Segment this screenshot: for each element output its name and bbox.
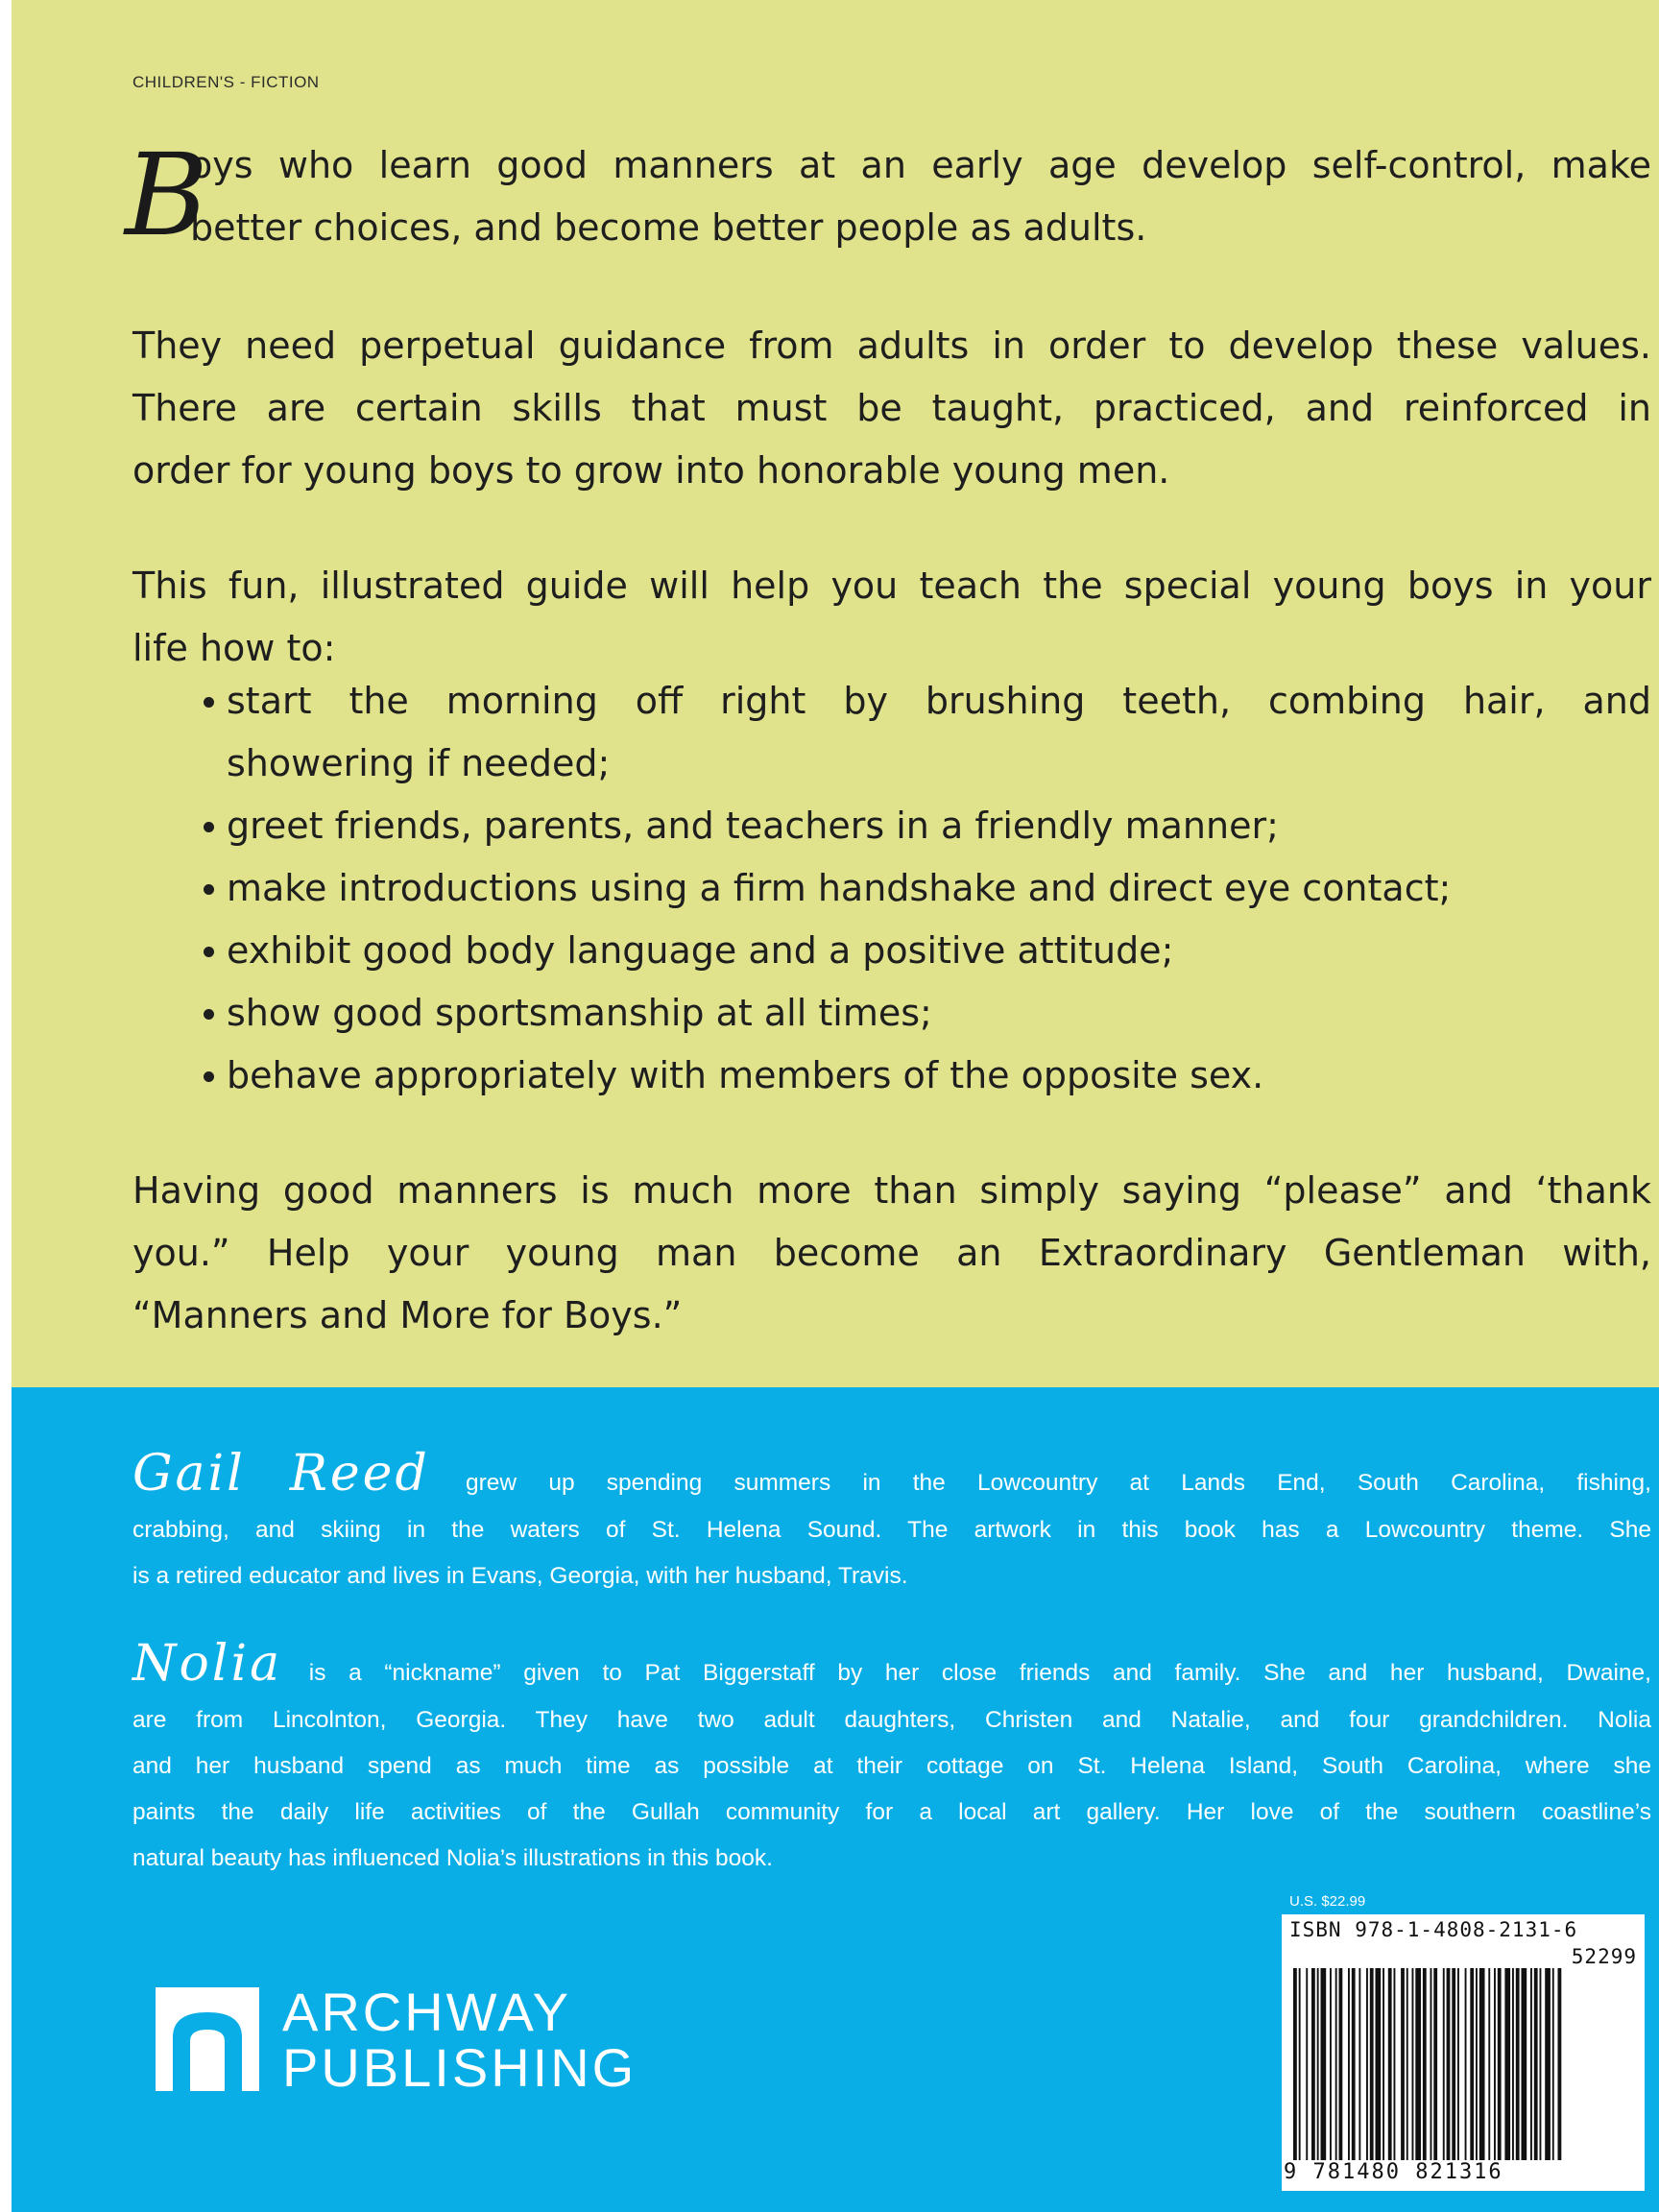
intro-line: oys who learn good manners at an early age develop self-control, make — [190, 144, 1651, 186]
barcode-bar — [1443, 1968, 1445, 2160]
barcode-bar — [1465, 1968, 1467, 2160]
barcode-bar — [1306, 1968, 1308, 2160]
barcode-bar — [1552, 1968, 1554, 2160]
intro-line: better choices, and become better people as adults. — [190, 206, 1147, 249]
paragraph-line: order for young boys to grow into honorable young men. — [132, 449, 1170, 492]
list-item — [132, 1045, 1651, 1107]
barcode-bar — [1447, 1968, 1451, 2160]
price-code: 52299 — [1571, 1945, 1637, 1968]
barcode-bar — [1311, 1968, 1315, 2160]
barcode-bar — [1512, 1968, 1514, 2160]
bio-line: are from Lincolnton, Georgia. They have two adult daughters, Christen and Natalie, and four grandchildren. Nolia — [132, 1707, 1651, 1733]
list-item-text: behave appropriately with members of the opposite sex. — [227, 1054, 1264, 1096]
publisher-logo — [156, 1982, 655, 2103]
paragraph-line: you.” Help your young man become an Extraordinary Gentleman with, — [132, 1232, 1651, 1274]
barcode-bar — [1339, 1968, 1343, 2160]
barcode-bar — [1335, 1968, 1337, 2160]
barcode-bar — [1452, 1968, 1455, 2160]
barcode-bar — [1479, 1968, 1485, 2160]
bio-text: grew up spending summers in the Lowcountry at Lands End, South Carolina, fishing, — [465, 1470, 1651, 1496]
list-item-text: greet friends, parents, and teachers in a friendly manner; — [227, 805, 1279, 847]
barcode-bar — [1401, 1968, 1405, 2160]
barcode-bar — [1358, 1968, 1360, 2160]
bio-line — [132, 1440, 1651, 1507]
paragraph-line: There are certain skills that must be taught, practiced, and reinforced in — [132, 387, 1651, 429]
illustrator-bio — [132, 1630, 1651, 1882]
barcode-bar — [1534, 1968, 1538, 2160]
list-item-text: show good sportsmanship at all times; — [227, 992, 932, 1034]
barcode-bar — [1352, 1968, 1356, 2160]
barcode-bar — [1504, 1968, 1510, 2160]
category-label: CHILDREN'S - FICTION — [132, 73, 320, 91]
barcode-bar — [1540, 1968, 1542, 2160]
barcode-bar — [1545, 1968, 1551, 2160]
barcode-bar — [1498, 1968, 1502, 2160]
barcode-bar — [1376, 1968, 1382, 2160]
barcode-bar — [1516, 1968, 1520, 2160]
barcode-bar — [1470, 1968, 1474, 2160]
bio-line: natural beauty has influenced Nolia’s illustrations in this book. — [132, 1845, 773, 1871]
barcode-icon — [1291, 1968, 1637, 2160]
bio-line: crabbing, and skiing in the waters of St. Helena Sound. The artwork in this book has a Lowcountry theme. She — [132, 1517, 1651, 1543]
barcode-bar — [1407, 1968, 1408, 2160]
bullet-icon — [204, 822, 214, 832]
barcode-bar — [1433, 1968, 1437, 2160]
list-item — [132, 795, 1651, 857]
barcode-bar — [1476, 1968, 1478, 2160]
barcode-bar — [1370, 1968, 1374, 2160]
barcode-digits: 9 781480 821316 — [1284, 2160, 1503, 2184]
bio-line: paints the daily life activities of the Gullah community for a local art gallery. Her love of the southern coastline’s — [132, 1799, 1651, 1825]
bullet-icon — [204, 884, 214, 895]
barcode-bar — [1382, 1968, 1384, 2160]
barcode-bar — [1494, 1968, 1496, 2160]
closing-paragraph — [132, 1160, 1651, 1347]
archway-icon — [156, 1987, 259, 2091]
barcode-box — [1282, 1914, 1645, 2191]
author-name: Gail Reed — [132, 1445, 430, 1503]
bullet-icon — [204, 1071, 214, 1082]
isbn-label: ISBN 978-1-4808-2131-6 — [1289, 1918, 1578, 1941]
barcode-bar — [1423, 1968, 1427, 2160]
guide-paragraph — [132, 555, 1651, 680]
barcode-bar — [1366, 1968, 1368, 2160]
bio-line: is a retired educator and lives in Evans, Georgia, with her husband, Travis. — [132, 1563, 908, 1589]
bullet-icon — [204, 947, 214, 957]
paragraph-line: They need perpetual guidance from adults in order to develop these values. — [132, 325, 1651, 367]
barcode-bar — [1558, 1968, 1562, 2160]
barcode-bar — [1348, 1968, 1350, 2160]
list-item-text: make introductions using a firm handshake and direct eye contact; — [227, 867, 1452, 909]
paragraph-line: Having good manners is much more than simply saying “please” and ‘thank — [132, 1169, 1651, 1212]
barcode-bar — [1415, 1968, 1421, 2160]
list-item-text: start the morning off right by brushing teeth, combing hair, and — [227, 680, 1651, 722]
list-item-text: exhibit good body language and a positive attitude; — [227, 929, 1174, 972]
bullet-icon — [204, 697, 214, 708]
barcode-bar — [1488, 1968, 1490, 2160]
barcode-bar — [1457, 1968, 1459, 2160]
publisher-name: PUBLISHING — [282, 2037, 637, 2098]
barcode-bar — [1330, 1968, 1332, 2160]
list-item — [132, 982, 1651, 1045]
author-bio — [132, 1440, 1651, 1599]
paragraph-line: “Manners and More for Boys.” — [132, 1294, 683, 1336]
list-item — [132, 670, 1651, 795]
bio-line — [132, 1630, 1651, 1697]
drop-cap: B — [125, 129, 208, 261]
barcode-bar — [1299, 1968, 1301, 2160]
paragraph-line: This fun, illustrated guide will help you teach the special young boys in your — [132, 565, 1651, 607]
publisher-name: ARCHWAY — [282, 1982, 571, 2042]
paragraph-line: life how to: — [132, 627, 336, 669]
bio-text: is a “nickname” given to Pat Biggerstaff by her close friends and family. She and her husband, Dwaine, — [308, 1660, 1651, 1686]
barcode-bar — [1317, 1968, 1319, 2160]
list-item-text: showering if needed; — [227, 742, 611, 784]
list-item — [132, 857, 1651, 920]
barcode-bar — [1321, 1968, 1327, 2160]
illustrator-name: Nolia — [132, 1635, 283, 1693]
bullet-icon — [204, 1009, 214, 1020]
barcode-bar — [1431, 1968, 1432, 2160]
barcode-bar — [1388, 1968, 1392, 2160]
price-label: U.S. $22.99 — [1289, 1893, 1366, 1910]
barcode-bar — [1530, 1968, 1532, 2160]
barcode-bar — [1522, 1968, 1527, 2160]
skills-list — [132, 670, 1651, 1107]
bio-line: and her husband spend as much time as possible at their cottage on St. Helena Island, South Carolina, where she — [132, 1753, 1651, 1779]
barcode-bar — [1293, 1968, 1297, 2160]
barcode-bar — [1412, 1968, 1414, 2160]
guidance-paragraph — [132, 315, 1651, 502]
intro-paragraph — [125, 129, 1651, 261]
list-item — [132, 920, 1651, 982]
barcode-bar — [1394, 1968, 1396, 2160]
